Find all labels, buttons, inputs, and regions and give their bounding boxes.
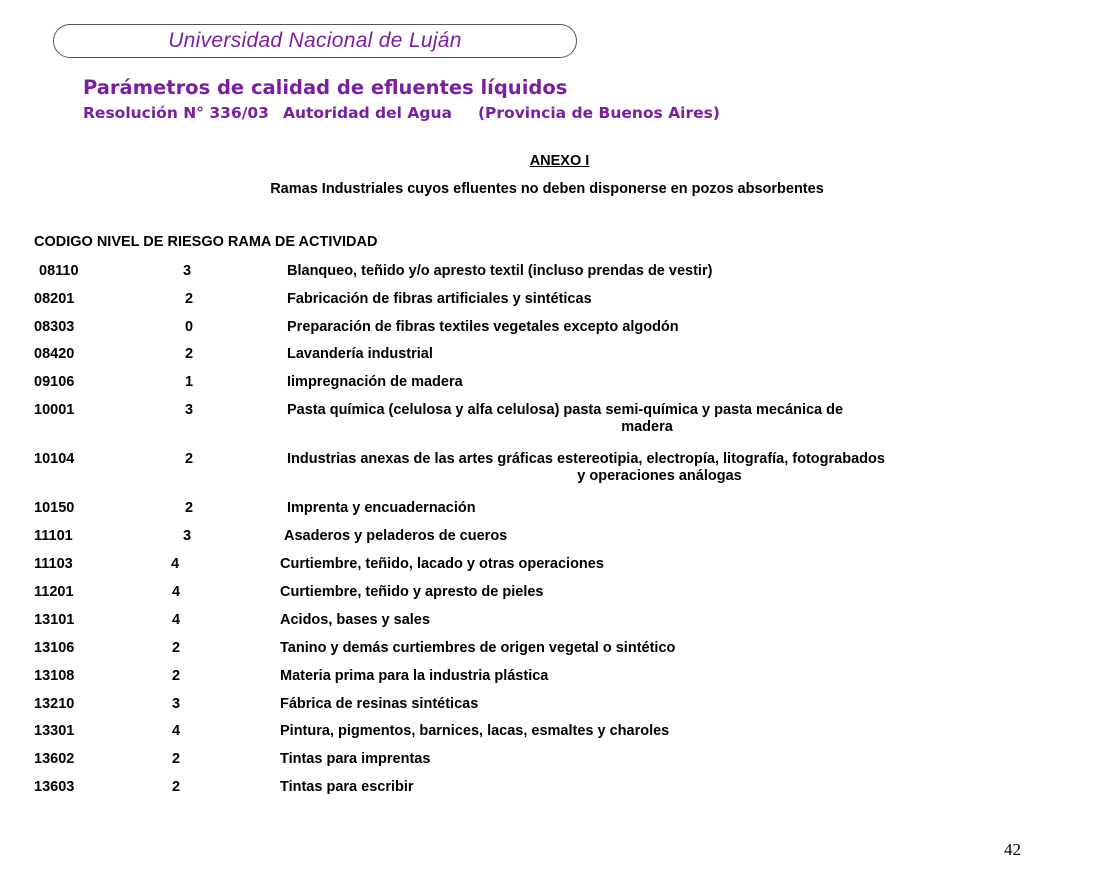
row-risk-level: 2: [172, 751, 181, 767]
row-code: 13301: [34, 723, 75, 739]
row-activity: [287, 291, 592, 308]
row-activity-line1: Curtiembre, teñido, lacado y otras operaciones: [280, 556, 604, 572]
row-code: 08420: [34, 346, 75, 362]
row-code: 13210: [34, 696, 75, 712]
row-risk-level: 2: [185, 346, 194, 362]
row-activity-line2: y operaciones análogas: [577, 468, 742, 484]
row-code: 11103: [34, 556, 73, 572]
resolution-label: Resolución N° 336/03: [83, 104, 269, 122]
row-activity-line1: Imprenta y encuadernación: [287, 500, 476, 516]
row-risk-level: 2: [172, 640, 181, 656]
row-activity: [287, 319, 679, 336]
row-activity: [284, 528, 507, 545]
row-risk-level: 1: [185, 374, 194, 390]
row-activity-line1: Asaderos y peladeros de cueros: [284, 528, 508, 544]
anexo-heading: ANEXO I: [529, 153, 590, 169]
row-risk-level: 4: [172, 584, 181, 600]
ramas-heading: Ramas Industriales cuyos efluentes no deben disponerse en pozos absorbentes: [270, 181, 824, 197]
row-activity-line1: Preparación de fibras textiles vegetales excepto algodón: [287, 319, 679, 335]
row-risk-level: 2: [172, 668, 181, 684]
row-risk-level: 3: [183, 528, 192, 544]
row-activity-line1: Materia prima para la industria plástica: [280, 668, 549, 684]
university-name: Universidad Nacional de Luján: [168, 29, 462, 52]
row-activity-line1: Tintas para imprentas: [280, 751, 431, 767]
table-header: CODIGO NIVEL DE RIESGO RAMA DE ACTIVIDAD: [34, 234, 378, 250]
row-activity-line1: Tanino y demás curtiembres de origen vegetal o sintético: [280, 640, 676, 656]
row-activity: [280, 696, 478, 713]
row-activity: [280, 640, 675, 657]
row-code: 13101: [34, 612, 75, 628]
row-code: 08110: [39, 263, 79, 279]
row-code: 13602: [34, 751, 75, 767]
row-code: 08201: [34, 291, 75, 307]
row-risk-level: 2: [185, 500, 194, 516]
authority-label: Autoridad del Agua: [282, 104, 452, 122]
row-activity: [287, 263, 712, 280]
row-risk-level: 4: [172, 612, 181, 628]
row-activity-line1: Industrias anexas de las artes gráficas estereotipia, electropía, litografía, fotograbados: [287, 451, 885, 467]
page-title: Parámetros de calidad de efluentes líquidos: [83, 76, 568, 99]
row-activity-line1: Blanqueo, teñido y/o apresto textil (incluso prendas de vestir): [287, 263, 713, 279]
page-subtitle: [83, 104, 720, 122]
row-activity: [280, 779, 414, 796]
row-risk-level: 3: [172, 696, 181, 712]
row-activity-line1: Fábrica de resinas sintéticas: [280, 696, 479, 712]
row-activity-line1: Lavandería industrial: [287, 346, 433, 362]
row-activity: [280, 668, 548, 685]
row-activity-line1: Curtiembre, teñido y apresto de pieles: [280, 584, 544, 600]
row-code: 13108: [34, 668, 75, 684]
row-risk-level: 4: [172, 723, 181, 739]
row-risk-level: 2: [185, 291, 194, 307]
row-code: 13106: [34, 640, 75, 656]
row-code: 11201: [34, 584, 74, 600]
row-activity: [280, 584, 544, 601]
row-risk-level: 4: [171, 556, 180, 572]
university-banner: [53, 24, 577, 58]
row-activity-line1: Acidos, bases y sales: [280, 612, 430, 628]
page-number: 42: [1004, 840, 1021, 859]
row-risk-level: 0: [185, 319, 194, 335]
row-activity: [280, 723, 669, 740]
row-risk-level: 2: [172, 779, 181, 795]
row-code: 08303: [34, 319, 75, 335]
province-label: (Provincia de Buenos Aires): [477, 104, 720, 122]
row-activity-line1: Iimpregnación de madera: [287, 374, 463, 390]
row-code: 13603: [34, 779, 75, 795]
row-risk-level: 3: [183, 263, 192, 279]
row-activity-line1: Pasta química (celulosa y alfa celulosa) pasta semi-química y pasta mecánica de: [287, 402, 844, 418]
row-risk-level: 2: [185, 451, 194, 467]
row-activity: [280, 751, 430, 768]
row-activity-line2: madera: [621, 419, 673, 435]
row-activity: [280, 612, 430, 629]
row-activity-line1: Tintas para escribir: [280, 779, 414, 795]
row-activity: [280, 556, 604, 573]
row-activity-line1: Pintura, pigmentos, barnices, lacas, esmaltes y charoles: [280, 723, 670, 739]
row-code: 09106: [34, 374, 75, 390]
row-activity: [287, 374, 463, 391]
row-code: 10001: [34, 402, 75, 418]
row-code: 11101: [34, 528, 73, 544]
row-code: 10104: [34, 451, 75, 467]
row-activity: [287, 500, 476, 517]
row-activity: [287, 451, 1032, 485]
row-risk-level: 3: [185, 402, 194, 418]
row-code: 10150: [34, 500, 75, 516]
row-activity-line1: Fabricación de fibras artificiales y sintéticas: [287, 291, 592, 307]
row-activity: [287, 402, 1007, 436]
row-activity: [287, 346, 433, 363]
